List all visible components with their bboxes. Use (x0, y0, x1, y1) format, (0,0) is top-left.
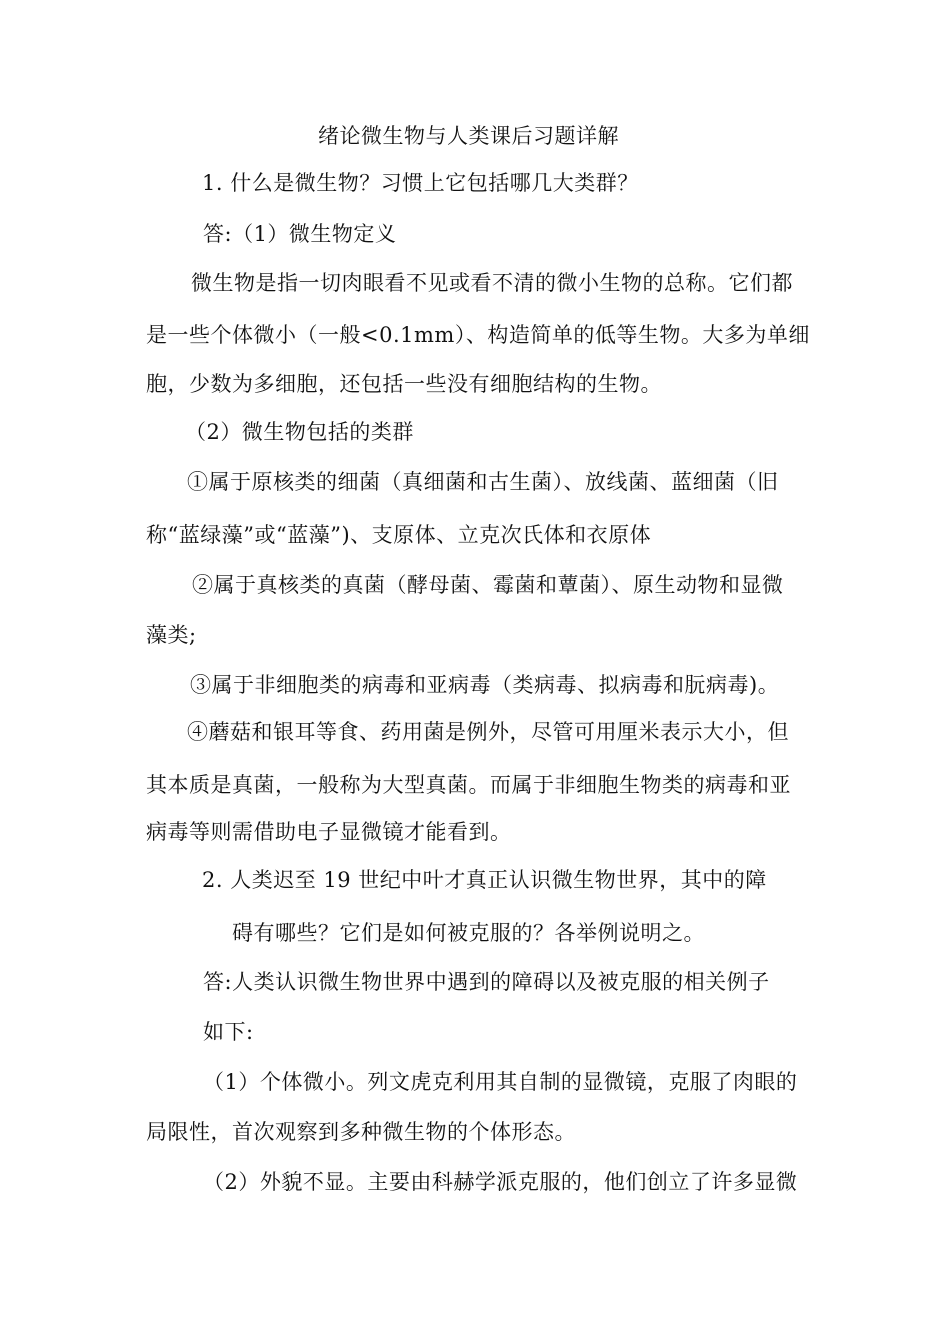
group-4-line: ④蘑菇和银耳等食、药用菌是例外，尽管可用厘米表示大小，但 (187, 720, 789, 744)
group-1-line: ①属于原核类的细菌（真细菌和古生菌）、放线菌、蓝细菌（旧 (187, 470, 779, 494)
answer-2-line: 如下: (203, 1020, 254, 1044)
question-2-line: 碍有哪些？它们是如何被克服的？各举例说明之。 (232, 921, 705, 945)
point-1-line: （1）个体微小。列文虎克利用其自制的显微镜，克服了肉眼的 (203, 1070, 798, 1094)
group-1-line: 称“蓝绿藻”或“蓝藻”)、支原体、立克次氏体和衣原体 (146, 523, 652, 547)
group-4-line: 病毒等则需借助电子显微镜才能看到。 (146, 820, 512, 844)
group-2-line: ②属于真核类的真菌（酵母菌、霉菌和蕈菌）、原生动物和显微 (192, 573, 784, 597)
question-1: 1. 什么是微生物？习惯上它包括哪几大类群？ (202, 171, 639, 195)
definition-line: 微生物是指一切肉眼看不见或看不清的微小生物的总称。它们都 (191, 271, 793, 295)
definition-line: 是一些个体微小（一般<0.1mm）、构造简单的低等生物。大多为单细 (146, 323, 810, 347)
definition-line: 胞，少数为多细胞，还包括一些没有细胞结构的生物。 (146, 372, 662, 396)
answer-2-line: 答:人类认识微生物世界中遇到的障碍以及被克服的相关例子 (203, 970, 770, 994)
point-2-line: （2）外貌不显。主要由科赫学派克服的，他们创立了许多显微 (203, 1170, 798, 1194)
question-2-line: 2. 人类迟至 19 世纪中叶才真正认识微生物世界，其中的障 (202, 868, 767, 892)
group-4-line: 其本质是真菌，一般称为大型真菌。而属于非细胞生物类的病毒和亚 (146, 773, 791, 797)
answer-1-heading: 答:（1）微生物定义 (203, 222, 397, 246)
document-title: 绪论微生物与人类课后习题详解 (318, 124, 619, 148)
point-1-line: 局限性，首次观察到多种微生物的个体形态。 (146, 1120, 576, 1144)
groups-heading: （2）微生物包括的类群 (185, 420, 414, 444)
group-2-line: 藻类; (146, 623, 197, 647)
group-3-line: ③属于非细胞类的病毒和亚病毒（类病毒、拟病毒和朊病毒)。 (190, 673, 780, 697)
